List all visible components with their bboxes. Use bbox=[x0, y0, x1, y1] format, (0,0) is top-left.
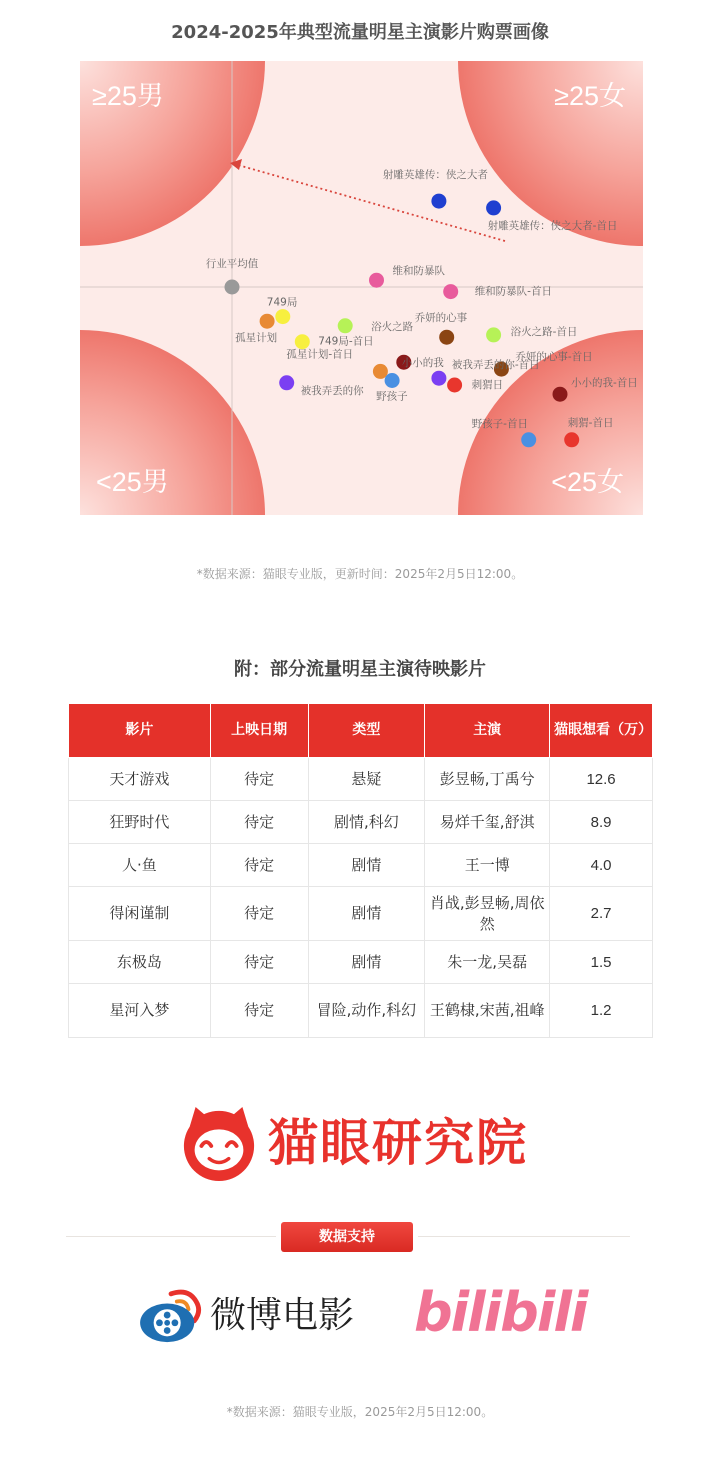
data-point-label: 小小的我 bbox=[401, 357, 444, 370]
table-row bbox=[69, 887, 653, 941]
cell-cast: 王鹤棣,宋茜,祖峰 bbox=[425, 984, 550, 1038]
data-point-label: 小小的我-首日 bbox=[571, 377, 638, 390]
table-row bbox=[69, 844, 653, 887]
header-film: 影片 bbox=[69, 704, 211, 758]
table-title: 附：部分流量明星主演待映影片 bbox=[234, 659, 486, 680]
quadrant-label-bottom-right: <25女 bbox=[551, 467, 624, 497]
cell-genre: 剧情 bbox=[308, 941, 425, 984]
cell-date: 待定 bbox=[210, 758, 308, 801]
data-point bbox=[385, 373, 400, 388]
data-point bbox=[260, 314, 275, 329]
data-point-label: 浴火之路-首日 bbox=[510, 325, 578, 338]
data-point bbox=[338, 318, 353, 333]
cell-want: 4.0 bbox=[550, 844, 653, 887]
data-point bbox=[439, 330, 454, 345]
cell-want: 12.6 bbox=[550, 758, 653, 801]
table-row bbox=[69, 758, 653, 801]
cell-want: 2.7 bbox=[550, 887, 653, 941]
data-point bbox=[486, 200, 501, 215]
data-point-label: 维和防暴队 bbox=[392, 265, 445, 278]
cat-logo-icon bbox=[180, 1105, 258, 1183]
upcoming-films-table bbox=[68, 703, 653, 1038]
data-point bbox=[279, 375, 294, 390]
cell-genre: 剧情,科幻 bbox=[308, 801, 425, 844]
cell-want: 8.9 bbox=[550, 801, 653, 844]
maoyan-research-brand bbox=[180, 1103, 540, 1185]
quadrant-label-bottom-left: <25男 bbox=[96, 467, 169, 497]
chart-title: 2024-2025年典型流量明星主演影片购票画像 bbox=[171, 22, 549, 43]
data-point bbox=[431, 194, 446, 209]
weibo-movie-name: 微博电影 bbox=[210, 1295, 355, 1336]
weibo-film-reel-icon bbox=[138, 1288, 206, 1346]
cell-film: 得闲谨制 bbox=[69, 887, 211, 941]
cell-date: 待定 bbox=[210, 801, 308, 844]
header-release-date: 上映日期 bbox=[210, 704, 308, 758]
cell-cast: 易烊千玺,舒淇 bbox=[425, 801, 550, 844]
cell-genre: 剧情 bbox=[308, 887, 425, 941]
scatter-chart bbox=[80, 61, 643, 515]
cell-genre: 冒险,动作,科幻 bbox=[308, 984, 425, 1038]
source-note-bottom: *数据来源：猫眼专业版，2025年2月5日12:00。 bbox=[226, 1405, 494, 1419]
data-point bbox=[295, 334, 310, 349]
data-point-label: 野孩子-首日 bbox=[471, 417, 528, 430]
data-support-badge: 数据支持 bbox=[281, 1222, 413, 1252]
data-point-label: 野孩子 bbox=[376, 390, 408, 403]
data-point-label: 孤星计划 bbox=[235, 332, 278, 345]
data-point bbox=[431, 371, 446, 386]
table-row bbox=[69, 801, 653, 844]
header-want-to-see: 猫眼想看（万） bbox=[550, 704, 653, 758]
data-point-label: 刺猬-首日 bbox=[567, 416, 614, 429]
cell-film: 狂野时代 bbox=[69, 801, 211, 844]
data-point-label: 乔妍的心事-首日 bbox=[515, 351, 593, 364]
cell-want: 1.2 bbox=[550, 984, 653, 1038]
cell-date: 待定 bbox=[210, 984, 308, 1038]
header-genre: 类型 bbox=[308, 704, 425, 758]
brand-name: 猫眼研究院 bbox=[268, 1114, 528, 1172]
cell-film: 天才游戏 bbox=[69, 758, 211, 801]
data-point bbox=[369, 273, 384, 288]
cell-date: 待定 bbox=[210, 941, 308, 984]
data-point bbox=[564, 432, 579, 447]
data-point bbox=[443, 284, 458, 299]
data-point-label: 浴火之路 bbox=[371, 320, 414, 333]
cell-date: 待定 bbox=[210, 844, 308, 887]
data-point bbox=[447, 378, 462, 393]
cell-film: 人·鱼 bbox=[69, 844, 211, 887]
table-header-row bbox=[69, 704, 653, 758]
source-note-top: *数据来源：猫眼专业版，更新时间：2025年2月5日12:00。 bbox=[196, 567, 524, 581]
data-point bbox=[521, 432, 536, 447]
table-row bbox=[69, 941, 653, 984]
cell-genre: 剧情 bbox=[308, 844, 425, 887]
cell-cast: 彭昱畅,丁禹兮 bbox=[425, 758, 550, 801]
data-point bbox=[373, 364, 388, 379]
cell-want: 1.5 bbox=[550, 941, 653, 984]
data-point bbox=[225, 280, 240, 295]
data-point bbox=[553, 387, 568, 402]
cell-cast: 朱一龙,吴磊 bbox=[425, 941, 550, 984]
data-point-label: 维和防暴队-首日 bbox=[474, 285, 552, 298]
quadrant-label-top-right: ≥25女 bbox=[554, 81, 626, 111]
cell-film: 星河入梦 bbox=[69, 984, 211, 1038]
cell-cast: 王一博 bbox=[425, 844, 550, 887]
table-row bbox=[69, 984, 653, 1038]
data-point-label: 孤星计划-首日 bbox=[286, 348, 354, 361]
cell-film: 东极岛 bbox=[69, 941, 211, 984]
bilibili-name: bilibili bbox=[414, 1281, 587, 1344]
data-point-label: 被我弄丢的你-首日 bbox=[451, 359, 540, 372]
cell-cast: 肖战,彭昱畅,周依然 bbox=[425, 887, 550, 941]
header-cast: 主演 bbox=[425, 704, 550, 758]
data-point-label: 刺猬日 bbox=[471, 379, 504, 391]
bilibili-logo bbox=[414, 1280, 587, 1350]
divider-right bbox=[418, 1236, 630, 1237]
data-point bbox=[486, 327, 501, 342]
divider-left bbox=[66, 1236, 276, 1237]
weibo-movie-logo bbox=[138, 1288, 378, 1348]
data-point-label: 射雕英雄传：侠之大者 bbox=[382, 169, 488, 182]
data-point-label: 749局 bbox=[266, 296, 298, 309]
data-point-label: 射雕英雄传：侠之大者-首日 bbox=[487, 219, 618, 232]
cell-date: 待定 bbox=[210, 887, 308, 941]
cell-genre: 悬疑 bbox=[308, 758, 425, 801]
data-point-label: 749局-首日 bbox=[318, 335, 374, 348]
data-point-label: 被我弄丢的你 bbox=[300, 384, 364, 397]
data-point bbox=[275, 309, 290, 324]
quadrant-label-top-left: ≥25男 bbox=[92, 81, 164, 111]
data-point-label: 乔妍的心事 bbox=[414, 312, 468, 325]
data-point-label: 行业平均值 bbox=[205, 258, 259, 270]
